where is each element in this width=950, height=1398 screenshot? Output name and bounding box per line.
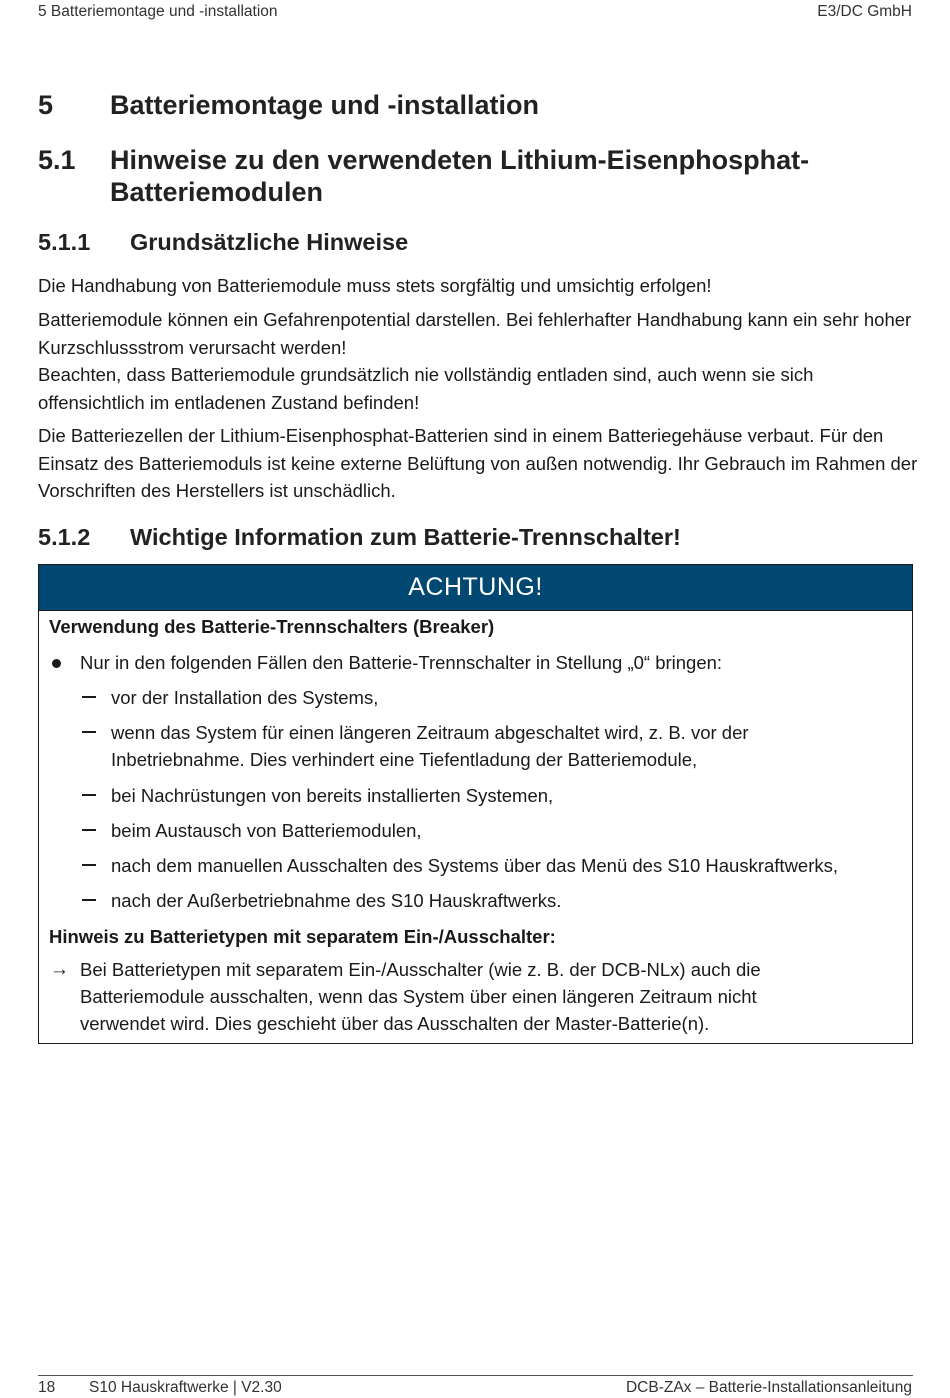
dash-icon: [82, 794, 96, 796]
chapter-number: 5: [38, 90, 54, 120]
caution-subhead-switch: Hinweis zu Batterietypen mit separatem Ein-/Ausschalter:: [49, 926, 556, 947]
dash-icon: [82, 899, 96, 901]
dash-item-decommission: nach der Außerbetriebnahme des S10 Hauskraftwerks.: [111, 890, 562, 911]
dash-item-installation: vor der Installation des Systems,: [111, 687, 379, 708]
caution-box: [38, 564, 913, 1044]
section-title-line2: Batteriemodulen: [110, 177, 324, 207]
bullet-dot-icon: [52, 659, 61, 668]
running-header-company: E3/DC GmbH: [817, 3, 912, 20]
arrow-item-line1: Bei Batterietypen mit separatem Ein-/Ausschalter (wie z. B. der DCB-NLx) auch die: [80, 959, 761, 980]
subsection-number-basics: 5.1.1: [38, 229, 91, 255]
dash-icon: [82, 696, 96, 698]
section-title-line1: Hinweise zu den verwendeten Lithium-Eisenphosphat-: [110, 145, 810, 175]
paragraph-danger: Batteriemodule können ein Gefahrenpotential darstellen. Bei fehlerhafter Handhabung kann ein sehr hoher Kurzschlussstrom verursacht werden!: [38, 309, 912, 358]
footer-document-title: DCB-ZAx – Batterie-Installationsanleitung: [625, 1379, 912, 1396]
section-number: 5.1: [38, 145, 76, 175]
subsection-number-breaker: 5.1.2: [38, 524, 91, 550]
paragraph-discharge: Beachten, dass Batteriemodule grundsätzlich nie vollständig entladen sind, auch wenn sie sich offensichtlich im entladenen Zustand befinden!: [38, 364, 814, 413]
page-number: 18: [38, 1379, 56, 1396]
footer-product: S10 Hauskraftwerke | V2.30: [89, 1379, 282, 1396]
caution-subhead-breaker: Verwendung des Batterie-Trennschalters (Breaker): [49, 616, 495, 637]
dash-item-retrofit: bei Nachrüstungen von bereits installierten Systemen,: [111, 785, 554, 806]
subsection-title-basics: Grundsätzliche Hinweise: [130, 229, 409, 255]
caution-title: ACHTUNG!: [39, 565, 912, 611]
dash-item-manual-off: nach dem manuellen Ausschalten des Systems über das Menü des S10 Hauskraftwerks,: [111, 855, 839, 876]
footer-divider: [38, 1375, 913, 1376]
paragraph-handling: Die Handhabung von Batteriemodule muss stets sorgfältig und umsichtig erfolgen!: [38, 275, 712, 296]
bullet-item: Nur in den folgenden Fällen den Batterie-Trennschalter in Stellung „0“ bringen:: [80, 652, 723, 673]
chapter-title: Batteriemontage und -installation: [110, 90, 540, 120]
dash-icon: [82, 731, 96, 733]
arrow-item-line3: verwendet wird. Dies geschieht über das Ausschalten der Master-Batterie(n).: [80, 1013, 710, 1034]
dash-item-replacement: beim Austausch von Batteriemodulen,: [111, 820, 422, 841]
dash-item-shutdown-line2: Inbetriebnahme. Dies verhindert eine Tiefentladung der Batteriemodule,: [111, 749, 698, 770]
arrow-right-icon: →: [50, 959, 69, 980]
running-header-chapter: 5 Batteriemontage und -installation: [38, 3, 278, 20]
dash-icon: [82, 829, 96, 831]
dash-item-shutdown-line1: wenn das System für einen längeren Zeitraum abgeschaltet wird, z. B. vor der: [111, 722, 749, 743]
paragraph-cells: Die Batteriezellen der Lithium-Eisenphosphat-Batterien sind in einem Batteriegehäuse verbaut. Für den Einsatz des Batteriemoduls ist keine externe Belüftung von außen notwendig. Ihr Gebrauch im Rahmen der Vorschriften des Herstellers ist unschädlich.: [38, 425, 918, 501]
dash-icon: [82, 864, 96, 866]
subsection-title-breaker: Wichtige Information zum Batterie-Trennschalter!: [130, 524, 681, 550]
arrow-item-line2: Batteriemodule ausschalten, wenn das System über einen längeren Zeitraum nicht: [80, 986, 757, 1007]
